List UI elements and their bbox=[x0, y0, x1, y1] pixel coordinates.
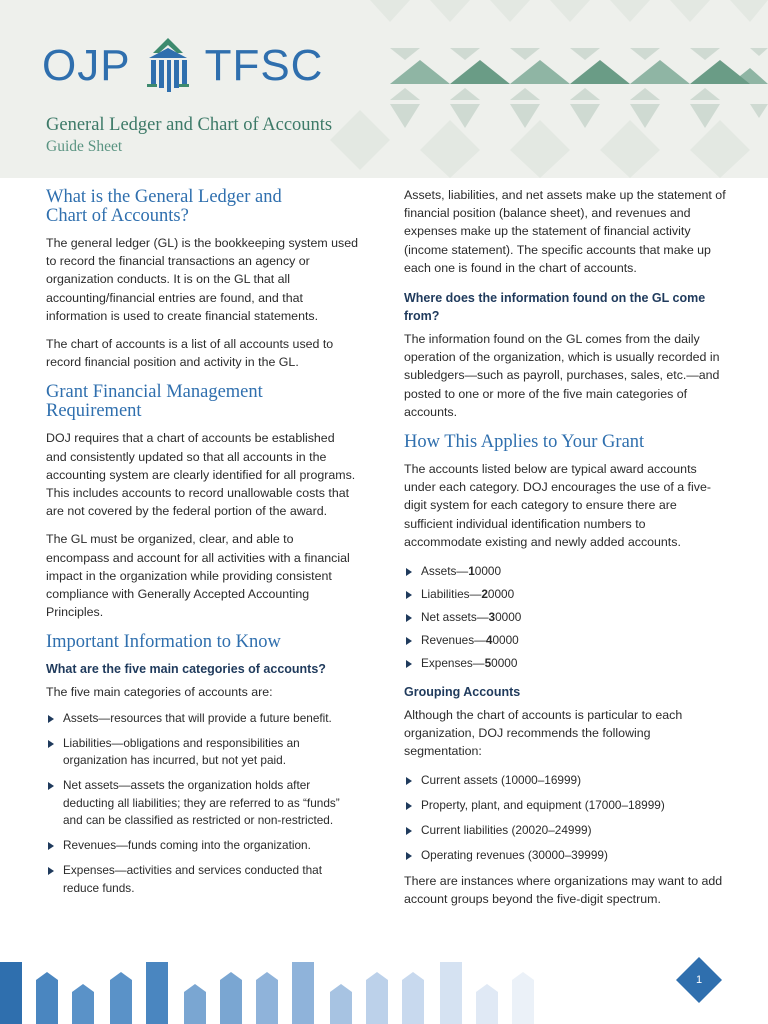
logo-tfsc-text: TFSC bbox=[204, 41, 324, 90]
question-gl-source: Where does the information found on the GL come from? bbox=[404, 291, 706, 324]
account-leading-digit: 3 bbox=[488, 610, 496, 625]
heading-grant-requirement-line1: Grant Financial Management bbox=[46, 382, 263, 403]
category-list bbox=[46, 710, 358, 898]
account-item-revenues bbox=[404, 632, 726, 650]
paragraph-general-ledger: The general ledger (GL) is the bookkeeping system used to record the financial transactions an agency or organization conducts. It is on the GL that all accounting/financial entries are found, and that information is used to create financial statements. bbox=[46, 236, 359, 323]
paragraph-financial-statements: Assets, liabilities, and net assets make up the statement of financial position (balance sheet), and revenues and expenses make up the statement of financial activity (income statement). The specific accounts that make up each one is found in the chart of accounts. bbox=[404, 188, 726, 275]
account-leading-digit: 4 bbox=[485, 633, 493, 648]
list-item: Revenues—funds coming into the organization. bbox=[46, 837, 358, 855]
account-item-expenses bbox=[404, 655, 726, 673]
header-pattern bbox=[330, 0, 768, 178]
footer-bar-pattern bbox=[0, 962, 540, 1024]
account-leading-digit: 1 bbox=[468, 564, 475, 579]
building-mountain-icon bbox=[137, 36, 199, 96]
account-label: Revenues— bbox=[421, 633, 486, 648]
paragraph-doj-requirement: DOJ requires that a chart of accounts be established and consistently updated so that all accounts in the accounting system are clearly identified for all programs. This includes accounts to record unallowable costs that are not covered by the federal portion of the award. bbox=[46, 431, 356, 519]
heading-grouping-accounts: Grouping Accounts bbox=[404, 684, 521, 699]
account-trailing-digits: 0000 bbox=[474, 564, 502, 579]
list-item: Net assets—assets the organization holds after deducting all liabilities; they are referred to as “funds” and can be classified as restricted or non-restricted. bbox=[46, 777, 358, 830]
list-item: Operating revenues (30000–39999) bbox=[404, 847, 726, 865]
heading-what-is-gl-line2: Chart of Accounts? bbox=[46, 206, 189, 226]
paragraph-chart-of-accounts: The chart of accounts is a list of all accounts used to record financial position and activity in the GL. bbox=[46, 337, 334, 370]
account-item-net-assets bbox=[404, 609, 726, 627]
account-leading-digit: 5 bbox=[484, 656, 492, 671]
account-label: Liabilities— bbox=[421, 587, 482, 602]
ojp-tfsc-logo bbox=[42, 36, 323, 96]
paragraph-gl-organized: The GL must be organized, clear, and able to encompass and account for all activities with a financial impact in the organization while providing consistent compliance with Generally Accepted Accounting Principles. bbox=[46, 532, 350, 620]
list-item: Liabilities—obligations and responsibilities an organization has incurred, but not yet paid. bbox=[46, 735, 358, 770]
paragraph-instances: There are instances where organizations may want to add account groups beyond the five-digit spectrum. bbox=[404, 874, 723, 907]
question-five-categories: What are the five main categories of accounts? bbox=[46, 662, 326, 677]
account-label: Net assets— bbox=[421, 610, 489, 625]
paragraph-grouping: Although the chart of accounts is particular to each organization, DOJ recommends the following segmentation: bbox=[404, 707, 683, 758]
heading-applies-to-grant: How This Applies to Your Grant bbox=[404, 432, 645, 453]
account-trailing-digits: 0000 bbox=[495, 610, 522, 625]
account-trailing-digits: 0000 bbox=[492, 633, 519, 648]
account-number-list bbox=[404, 563, 726, 673]
list-item: Current liabilities (20020–24999) bbox=[404, 822, 726, 840]
account-trailing-digits: 0000 bbox=[491, 656, 518, 671]
logo-ojp-text: OJP bbox=[42, 41, 131, 90]
right-column bbox=[404, 186, 726, 909]
document-title: General Ledger and Chart of Accounts bbox=[46, 115, 333, 135]
list-item: Expenses—activities and services conducted that reduce funds. bbox=[46, 862, 358, 897]
account-label: Assets— bbox=[421, 564, 469, 579]
heading-what-is-gl-line1: What is the General Ledger and bbox=[46, 187, 282, 207]
account-label: Expenses— bbox=[421, 656, 485, 671]
account-item-assets bbox=[404, 563, 726, 581]
document-subtitle: Guide Sheet bbox=[46, 138, 123, 155]
page-number: 1 bbox=[695, 974, 703, 986]
heading-grant-requirement-line2: Requirement bbox=[46, 401, 142, 422]
account-leading-digit: 2 bbox=[481, 587, 488, 602]
paragraph-award-accounts: The accounts listed below are typical award accounts under each category. DOJ encourages the use of a five-digit system for each category to ensure there are sufficient individual identification numbers to accommodate existing and newly added accounts. bbox=[404, 462, 711, 549]
paragraph-gl-source: The information found on the GL comes from the daily operation of the organization, which is usually recorded in subledgers—such as payroll, purchases, sales, etc.—and posted to one or more of the five main categories of accounts. bbox=[404, 332, 720, 419]
heading-grant-requirement bbox=[46, 383, 358, 421]
left-column bbox=[46, 188, 358, 905]
list-item: Assets—resources that will provide a future benefit. bbox=[46, 710, 358, 728]
account-item-liabilities bbox=[404, 586, 726, 604]
account-trailing-digits: 0000 bbox=[487, 587, 515, 602]
paragraph-five-categories: The five main categories of accounts are: bbox=[46, 685, 273, 700]
heading-important-info: Important Information to Know bbox=[46, 632, 281, 653]
header-banner bbox=[0, 0, 768, 178]
list-item: Current assets (10000–16999) bbox=[404, 772, 726, 790]
list-item: Property, plant, and equipment (17000–18999) bbox=[404, 797, 726, 815]
segmentation-list bbox=[404, 772, 726, 865]
heading-what-is-gl bbox=[46, 188, 358, 226]
